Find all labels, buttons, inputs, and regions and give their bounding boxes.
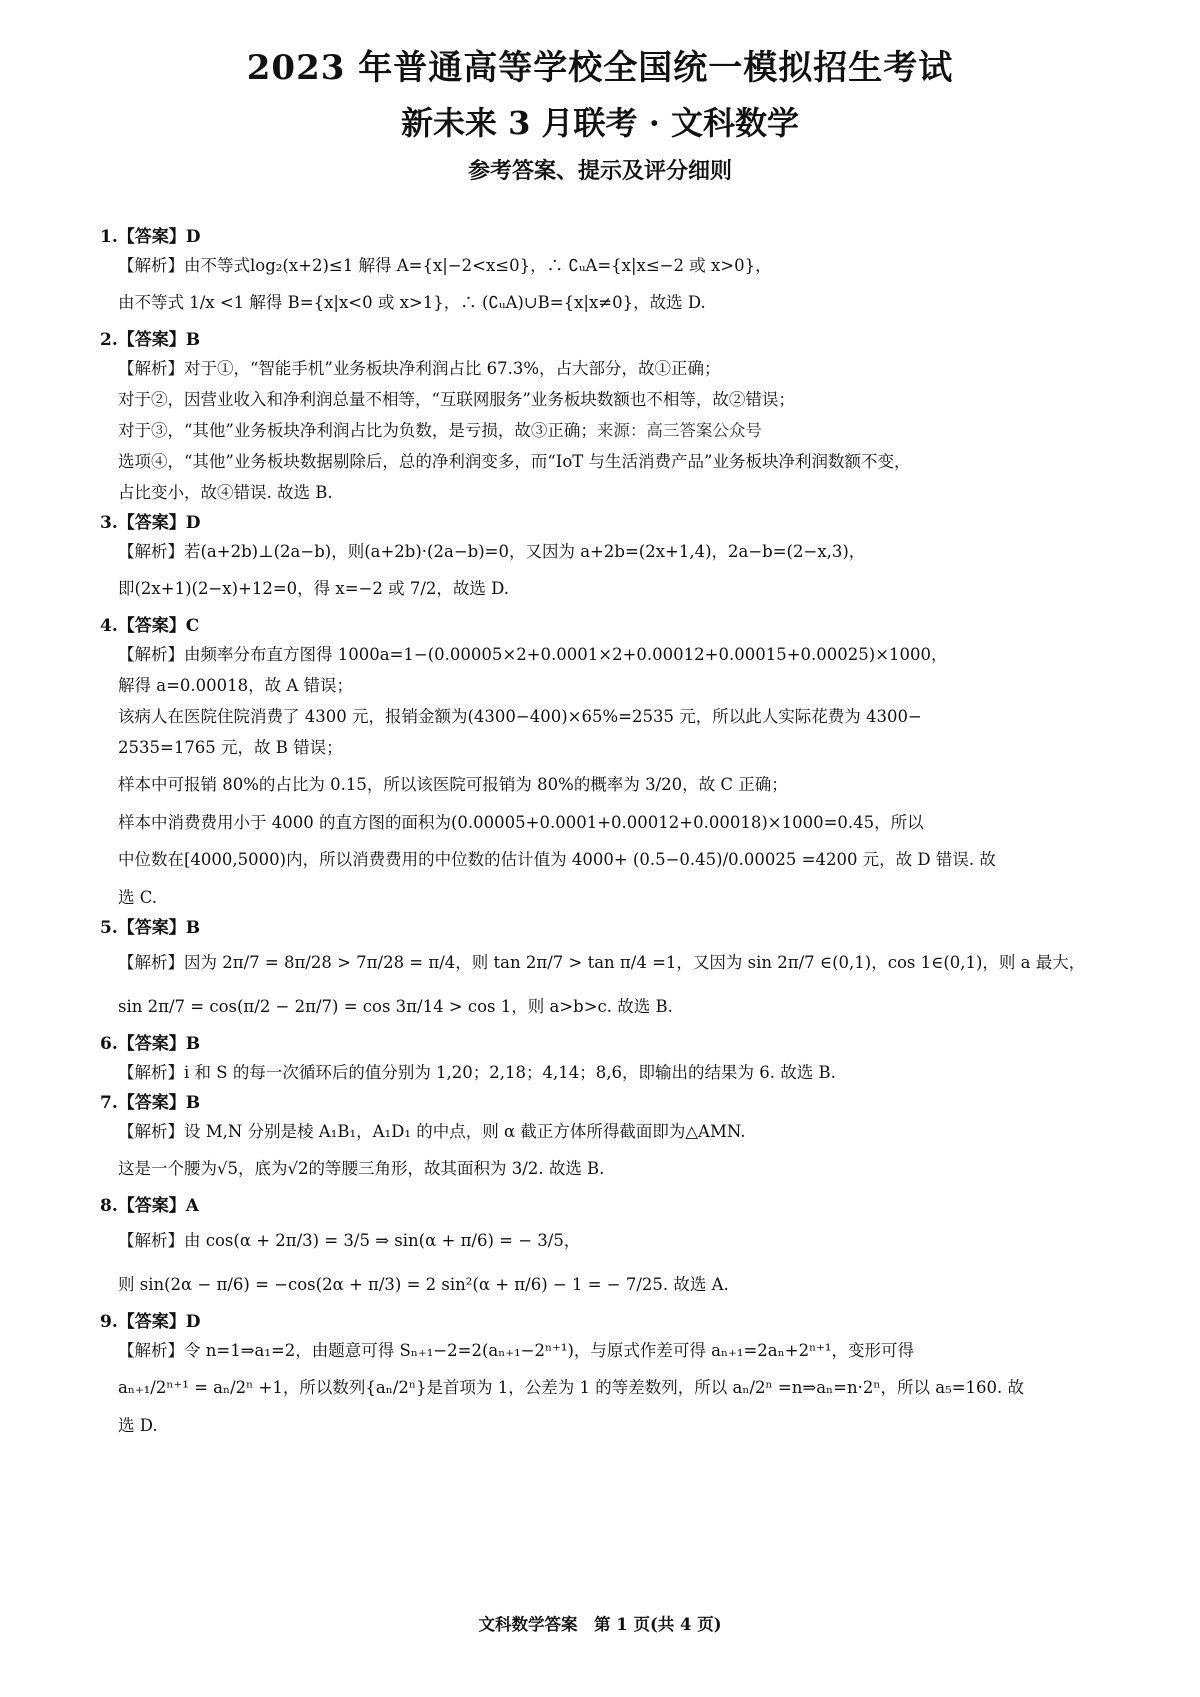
question-3-solution-line-2: 即(2x+1)(2−x)+12=0，得 x=−2 或 7/2，故选 D. bbox=[118, 579, 510, 598]
question-8-solution-line-2: 则 sin(2α − π/6) = −cos(2α + π/3) = 2 sin²(α + π/6) − 1 = − 7/25. 故选 A. bbox=[118, 1275, 729, 1294]
page-footer: 文科数学答案 第 1 页(共 4 页) bbox=[478, 1615, 722, 1634]
document-header bbox=[0, 46, 1200, 188]
question-6-answer: 6.【答案】B bbox=[100, 1034, 201, 1054]
question-9-solution-line-1: 【解析】令 n=1⇒a₁=2，由题意可得 Sₙ₊₁−2=2(aₙ₊₁−2ⁿ⁺¹)，与原式作差可得 aₙ₊₁=2aₙ+2ⁿ⁺¹，变形可得 bbox=[118, 1341, 915, 1360]
question-4-solution-line-3: 该病人在医院住院消费了 4300 元，报销金额为(4300−400)×65%=2535 元，所以此人实际花费为 4300− bbox=[118, 707, 922, 726]
question-9-solution-line-2: aₙ₊₁/2ⁿ⁺¹ = aₙ/2ⁿ +1，所以数列{aₙ/2ⁿ}是首项为 1，公差为 1 的等差数列，所以 aₙ/2ⁿ =n⇒aₙ=n·2ⁿ，所以 a₅=160. 故 bbox=[118, 1378, 1025, 1397]
question-4-solution-line-8: 选 C. bbox=[118, 888, 158, 907]
question-1-solution-line-2: 由不等式 1/x <1 解得 B={x|x<0 或 x>1}，∴ (∁ᵤA)∪B={x|x≠0}，故选 D. bbox=[118, 293, 706, 312]
source-watermark: 来源：高三答案公众号 bbox=[596, 421, 762, 440]
exam-title: 2023 年普通高等学校全国统一模拟招生考试 bbox=[246, 48, 954, 88]
question-2-solution-line-4: 选项④，“其他”业务板块数据剔除后，总的净利润变多，而“IoT 与生活消费产品”业务板块净利润数额不变， bbox=[118, 452, 911, 471]
answer-list bbox=[100, 222, 1120, 1441]
question-7-solution-line-1: 【解析】设 M,N 分别是棱 A₁B₁，A₁D₁ 的中点，则 α 截正方体所得截面即为△AMN. bbox=[118, 1122, 746, 1141]
question-9-solution-line-3: 选 D. bbox=[118, 1416, 158, 1435]
question-4 bbox=[100, 613, 1120, 913]
question-7 bbox=[100, 1090, 1120, 1191]
question-6 bbox=[100, 1031, 1120, 1088]
question-2-solution-line-1: 【解析】对于①，“智能手机”业务板块净利润占比 67.3%，占大部分，故①正确； bbox=[118, 359, 721, 378]
question-6-solution-line-1: 【解析】i 和 S 的每一次循环后的值分别为 1,20；2,18；4,14；8,6，即输出的结果为 6. 故选 B. bbox=[118, 1063, 836, 1082]
question-2-answer: 2.【答案】B bbox=[100, 330, 201, 350]
question-3-solution-line-1: 【解析】若(a+2b)⊥(2a−b)，则(a+2b)·(2a−b)=0，又因为 a+2b=(2x+1,4)，2a−b=(2−x,3)， bbox=[118, 542, 866, 561]
question-1-answer: 1.【答案】D bbox=[100, 227, 201, 247]
question-2-solution-line-3-text: 对于③，“其他”业务板块净利润占比为负数，是亏损，故③正确； bbox=[118, 421, 597, 440]
question-8-answer: 8.【答案】A bbox=[100, 1196, 199, 1216]
question-4-solution-line-2: 解得 a=0.00018，故 A 错误； bbox=[118, 676, 354, 695]
question-5-solution-line-2: sin 2π/7 = cos(π/2 − 2π/7) = cos 3π/14 > cos 1，则 a>b>c. 故选 B. bbox=[118, 997, 673, 1016]
question-4-answer: 4.【答案】C bbox=[100, 616, 200, 636]
question-4-solution-line-7: 中位数在[4000,5000)内，所以消费费用的中位数的估计值为 4000+ (0.5−0.45)/0.00025 =4200 元，故 D 错误. 故 bbox=[118, 850, 996, 869]
question-3 bbox=[100, 510, 1120, 611]
question-4-solution-line-1: 【解析】由频率分布直方图得 1000a=1−(0.00005×2+0.0001×2+0.00012+0.00015+0.00025)×1000， bbox=[118, 645, 948, 664]
question-2-solution-line-3 bbox=[100, 415, 1120, 446]
question-5-solution-line-1: 【解析】因为 2π/7 = 8π/28 > 7π/28 = π/4，则 tan 2π/7 > tan π/4 =1，又因为 sin 2π/7 ∈(0,1)，cos 1∈(0,1)，则 a 最大， bbox=[118, 953, 1086, 972]
question-7-answer: 7.【答案】B bbox=[100, 1093, 201, 1113]
question-2-solution-line-5: 占比变小，故④错误. 故选 B. bbox=[118, 483, 333, 502]
question-1 bbox=[100, 224, 1120, 325]
question-9 bbox=[100, 1309, 1120, 1441]
question-2-solution-line-2: 对于②，因营业收入和净利润总量不相等，“互联网服务”业务板块数额也不相等，故②错误； bbox=[118, 390, 795, 409]
exam-subtitle: 新未来 3 月联考 · 文科数学 bbox=[401, 104, 799, 142]
answer-key-heading: 参考答案、提示及评分细则 bbox=[467, 158, 732, 184]
question-3-answer: 3.【答案】D bbox=[100, 513, 201, 533]
question-4-solution-line-4: 2535=1765 元，故 B 错误； bbox=[118, 738, 343, 757]
question-4-solution-line-6: 样本中消费费用小于 4000 的直方图的面积为(0.00005+0.0001+0.00012+0.00018)×1000=0.45，所以 bbox=[118, 813, 924, 832]
question-8-solution-line-1: 【解析】由 cos(α + 2π/3) = 3/5 ⇒ sin(α + π/6) = − 3/5， bbox=[118, 1231, 581, 1250]
question-1-solution-line-1: 【解析】由不等式log₂(x+2)≤1 解得 A={x|−2<x≤0}，∴ ∁ᵤA={x|x≤−2 或 x>0}， bbox=[118, 256, 772, 275]
question-2 bbox=[100, 327, 1120, 508]
question-5 bbox=[100, 915, 1120, 1029]
question-5-answer: 5.【答案】B bbox=[100, 918, 201, 938]
question-7-solution-line-2: 这是一个腰为√5，底为√2的等腰三角形，故其面积为 3/2. 故选 B. bbox=[118, 1159, 605, 1178]
question-8 bbox=[100, 1193, 1120, 1307]
question-4-solution-line-5: 样本中可报销 80%的占比为 0.15，所以该医院可报销为 80%的概率为 3/20，故 C 正确； bbox=[118, 775, 788, 794]
question-9-answer: 9.【答案】D bbox=[100, 1312, 201, 1332]
